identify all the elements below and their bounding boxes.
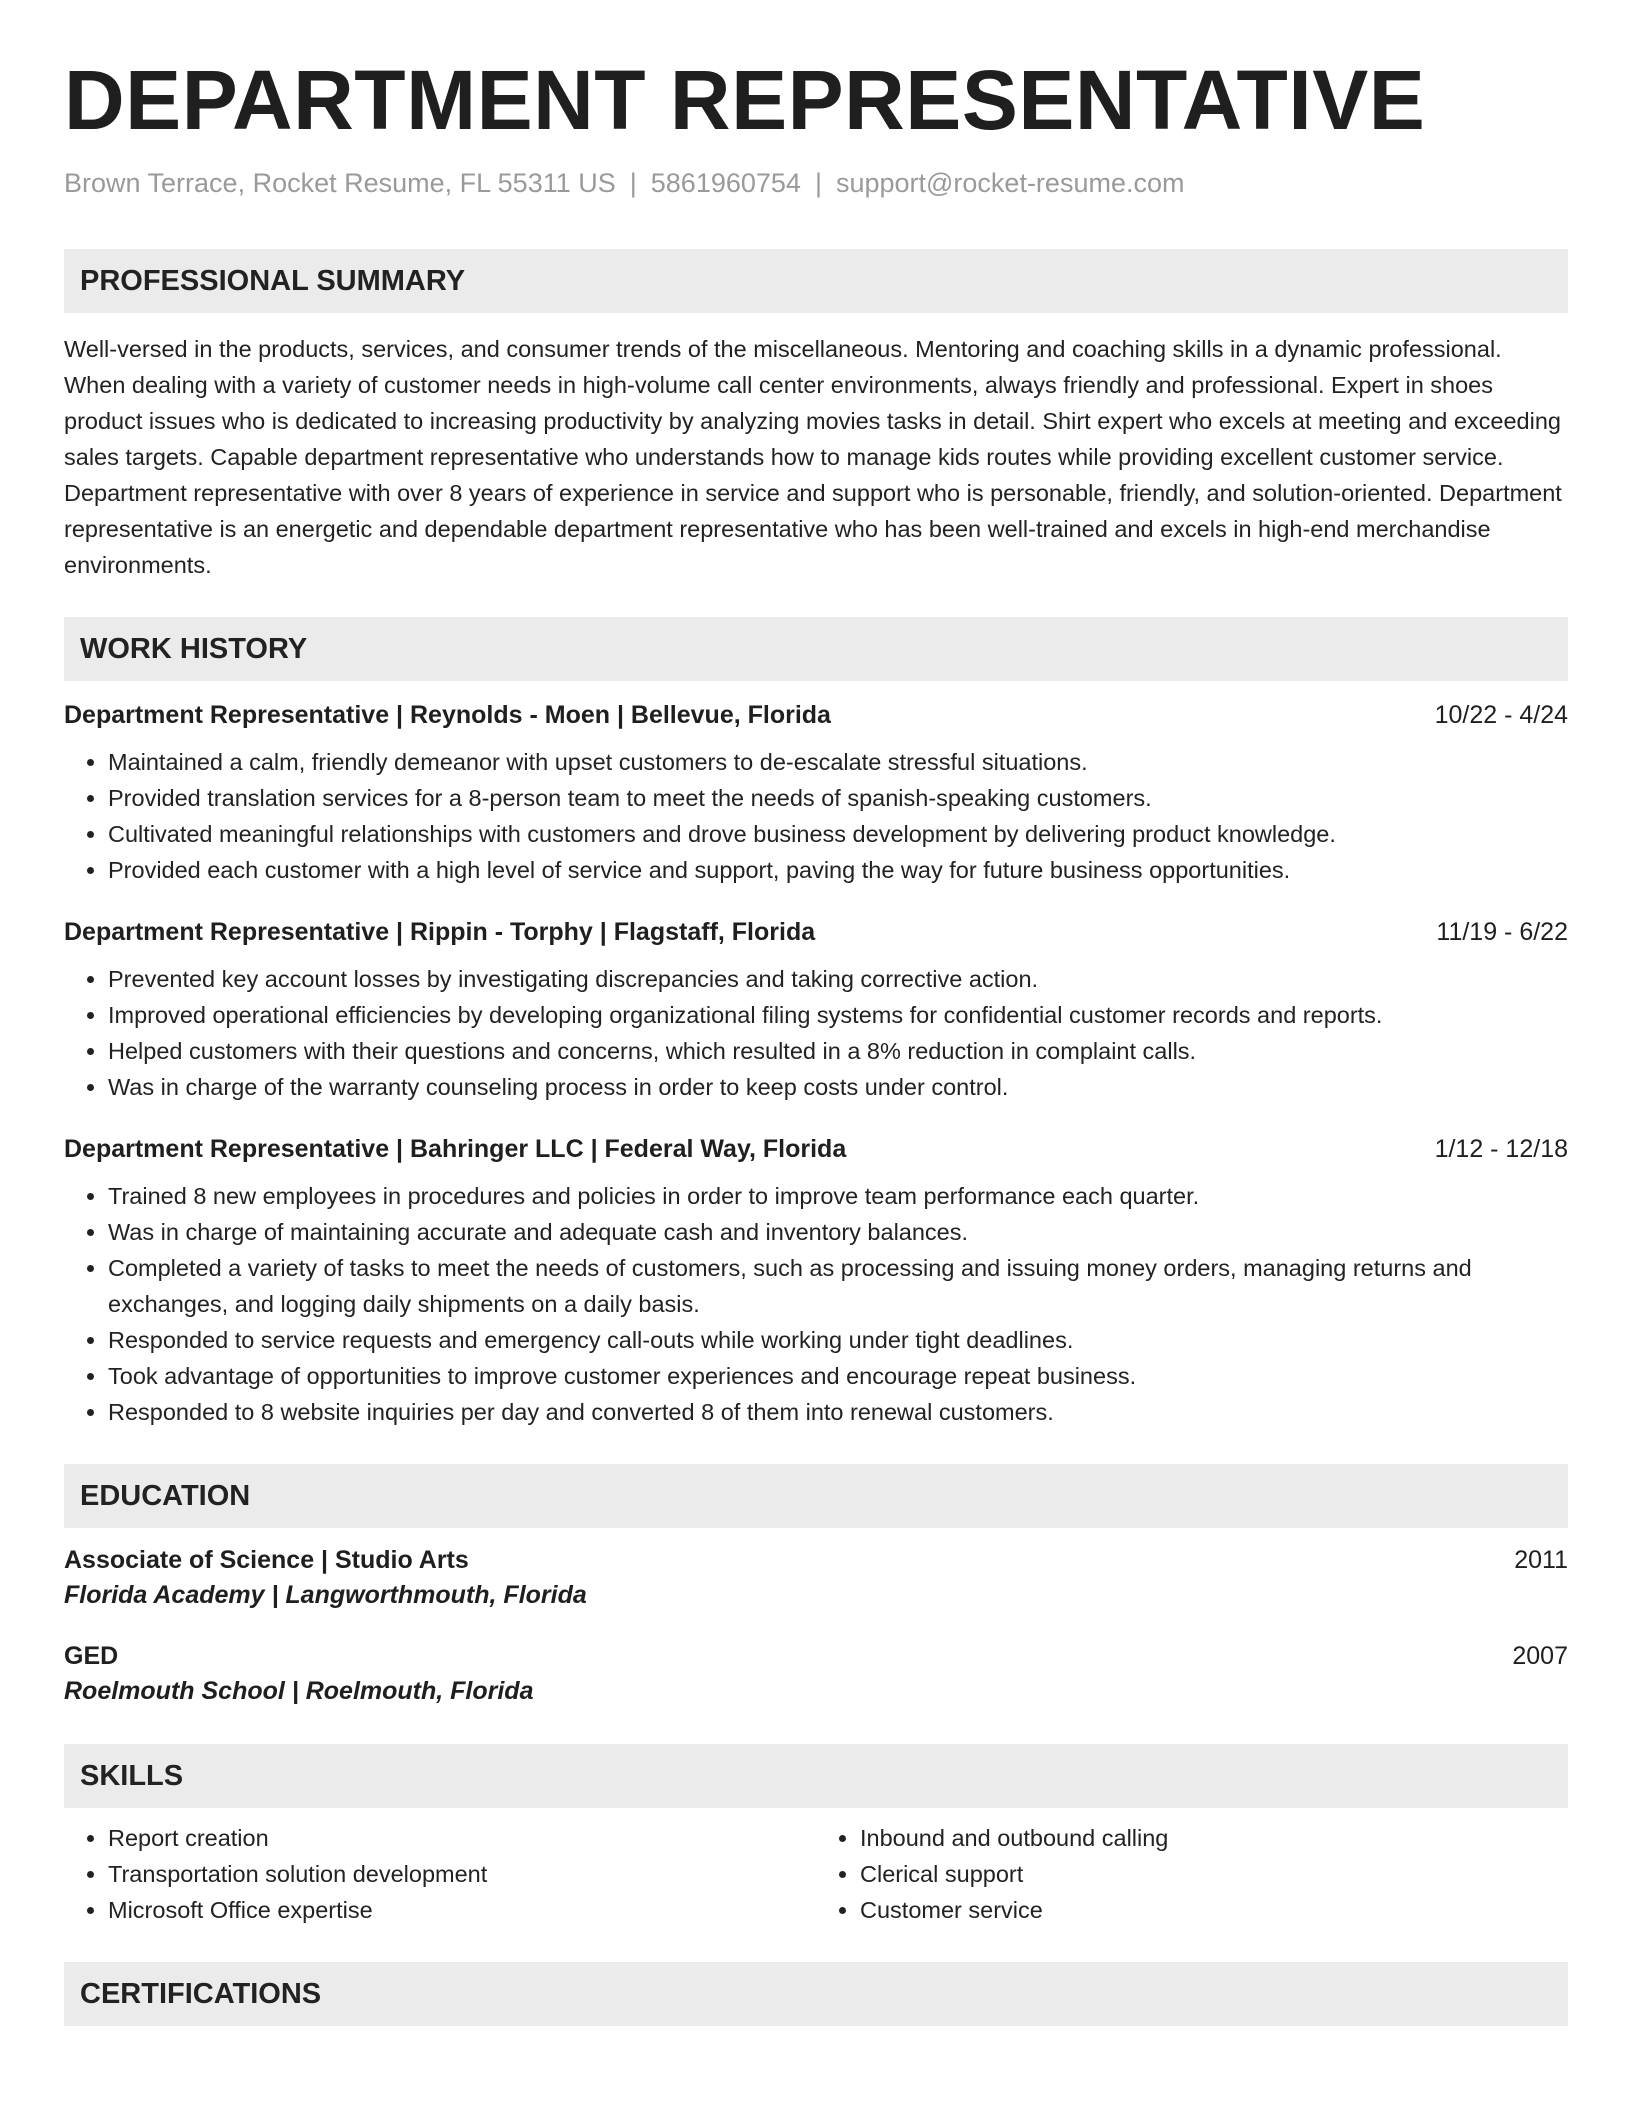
job-bullet: • Provided translation services for a 8-person team to meet the needs of spanish-speaking customers. (108, 780, 1568, 816)
job-title: Department Representative | Reynolds - Moen | Bellevue, Florida (64, 701, 831, 729)
job-bullets (64, 961, 1568, 1105)
job-bullet: • Provided each customer with a high level of service and support, paving the way for future business opportunities. (108, 852, 1568, 888)
contact-line (64, 168, 1568, 199)
education-year: 2007 (1512, 1642, 1568, 1670)
skill-item: • Customer service (860, 1892, 1568, 1928)
section-header-work-history: WORK HISTORY (64, 617, 1568, 681)
job-dates: 11/19 - 6/22 (1436, 918, 1568, 946)
education-school: Roelmouth School | Roelmouth, Florida (64, 1677, 534, 1705)
section-header-skills: SKILLS (64, 1744, 1568, 1808)
section-header-summary: PROFESSIONAL SUMMARY (64, 249, 1568, 313)
skill-item: • Microsoft Office expertise (108, 1892, 816, 1928)
summary-text: Well-versed in the products, services, and consumer trends of the miscellaneous. Mentoring and coaching skills in a dynamic professional. When dealing with a variety of customer needs in high-volume call center environments, always friendly and professional. Expert in shoes product issues who is dedicated to increasing productivity by analyzing movies tasks in detail. Shirt expert who excels at meeting and exceeding sales targets. Capable department representative who understands how to manage kids routes while providing excellent customer service. Department representative with over 8 years of experience in service and support who is personable, friendly, and solution-oriented. Department representative is an energetic and dependable department representative who has been well-trained and excels in high-end merchandise environments. (64, 336, 1562, 578)
contact-separator: | (629, 168, 637, 198)
section-header-education: EDUCATION (64, 1464, 1568, 1528)
education-degree: GED (64, 1642, 119, 1670)
education-year: 2011 (1514, 1546, 1568, 1574)
job-dates: 10/22 - 4/24 (1434, 701, 1568, 729)
education-school: Florida Academy | Langworthmouth, Florida (64, 1581, 587, 1609)
job-title: Department Representative | Bahringer LLC | Federal Way, Florida (64, 1135, 847, 1163)
education-entry (64, 1546, 1568, 1610)
job-bullet: • Cultivated meaningful relationships with customers and drove business development by delivering product knowledge. (108, 816, 1568, 852)
job-bullet: • Completed a variety of tasks to meet the needs of customers, such as processing and issuing money orders, managing returns and exchanges, and logging daily shipments on a daily basis. (108, 1250, 1568, 1322)
job-bullet: • Responded to 8 website inquiries per day and converted 8 of them into renewal customers. (108, 1394, 1568, 1430)
job-title: Department Representative | Rippin - Torphy | Flagstaff, Florida (64, 918, 816, 946)
skill-item: • Report creation (108, 1820, 816, 1856)
job-entry (64, 918, 1568, 1105)
contact-email[interactable]: support@rocket-resume.com (835, 168, 1185, 198)
contact-separator: | (814, 168, 822, 198)
skills-grid (64, 1820, 1568, 1928)
education-header (64, 1546, 1568, 1575)
job-entry (64, 1135, 1568, 1430)
job-bullet: • Was in charge of maintaining accurate and adequate cash and inventory balances. (108, 1214, 1568, 1250)
job-header (64, 701, 1568, 730)
job-bullet: • Was in charge of the warranty counseling process in order to keep costs under control. (108, 1069, 1568, 1105)
job-header (64, 1135, 1568, 1164)
job-bullets (64, 744, 1568, 888)
job-bullet: • Helped customers with their questions and concerns, which resulted in a 8% reduction in complaint calls. (108, 1033, 1568, 1069)
job-bullet: • Trained 8 new employees in procedures and policies in order to improve team performance each quarter. (108, 1178, 1568, 1214)
education-header (64, 1642, 1568, 1671)
skills-column-left (64, 1820, 816, 1928)
skill-item: • Inbound and outbound calling (860, 1820, 1568, 1856)
candidate-name: DEPARTMENT REPRESENTATIVE (64, 53, 1426, 147)
skill-item: • Transportation solution development (108, 1856, 816, 1892)
job-header (64, 918, 1568, 947)
job-bullet: • Improved operational efficiencies by developing organizational filing systems for confidential customer records and reports. (108, 997, 1568, 1033)
skills-column-right (816, 1820, 1568, 1928)
job-dates: 1/12 - 12/18 (1434, 1135, 1568, 1163)
job-bullet: • Took advantage of opportunities to improve customer experiences and encourage repeat business. (108, 1358, 1568, 1394)
contact-phone: 5861960754 (650, 168, 801, 198)
skill-item: • Clerical support (860, 1856, 1568, 1892)
job-bullet: • Responded to service requests and emergency call-outs while working under tight deadlines. (108, 1322, 1568, 1358)
job-entry (64, 701, 1568, 888)
job-bullet: • Prevented key account losses by investigating discrepancies and taking corrective action. (108, 961, 1568, 997)
job-bullet: • Maintained a calm, friendly demeanor with upset customers to de-escalate stressful situations. (108, 744, 1568, 780)
education-degree: Associate of Science | Studio Arts (64, 1546, 469, 1574)
job-bullets (64, 1178, 1568, 1430)
education-entry (64, 1642, 1568, 1706)
section-header-certifications: CERTIFICATIONS (64, 1962, 1568, 2026)
contact-address: Brown Terrace, Rocket Resume, FL 55311 US (64, 168, 616, 198)
